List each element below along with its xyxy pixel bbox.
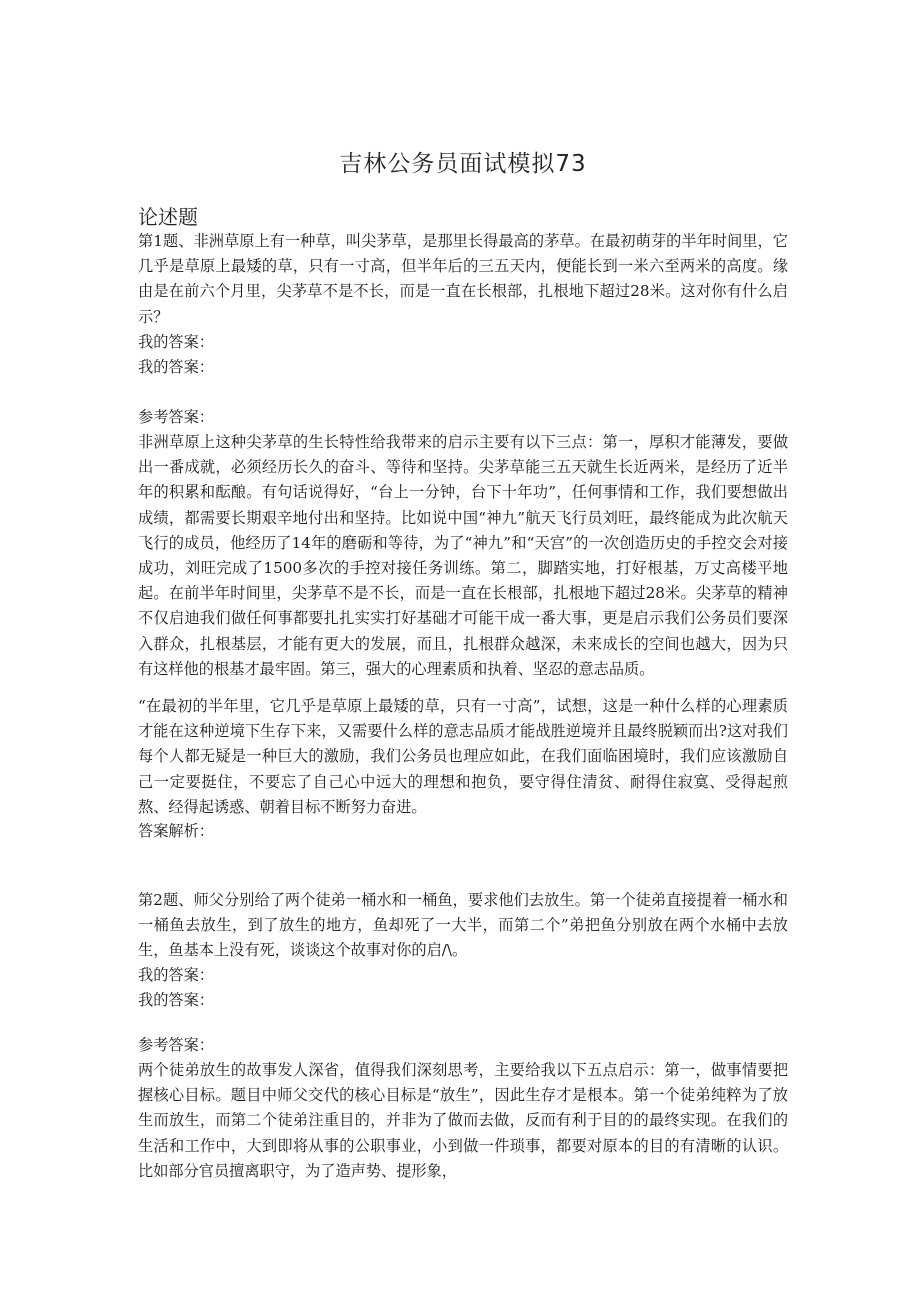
section-heading: 论述题 bbox=[138, 205, 198, 229]
answer-analysis-label: 答案解析： bbox=[138, 822, 214, 840]
question-1-text: 第1题、非洲草原上有一种草，叫尖茅草，是那里长得最高的茅草。在最初萌芽的半年时间里，它几乎是草原上最矮的草，只有一寸高，但半年后的三五天内，便能长到一米六至两米的高度。缘由是在前六个月里，尖茅草不是不长，而是一直在长根部，扎根地下超过28米。这对你有什么启示？ bbox=[138, 232, 788, 326]
document-title: 吉林公务员面试模拟73 bbox=[339, 151, 587, 177]
my-answer-label: 我的答案： bbox=[138, 333, 214, 351]
question-2-text: 第2题、师父分别给了两个徒弟一桶水和一桶鱼，要求他们去放生。第一个徒弟直接提着一桶水和一桶鱼去放生，到了放生的地方，鱼却死了一大半，而第二个”弟把鱼分别放在两个水桶中去放生，鱼基本上没有死，谈谈这个故事对你的启/\。 bbox=[138, 891, 788, 960]
reference-answer-text: 两个徒弟放生的故事发人深省，值得我们深刻思考，主要给我以下五点启示：第一，做事情要把握核心目标。题目中师父交代的核心目标是“放生”，因此生存才是根本。第一个徒弟纯粹为了放生而放生，而第二个徒弟注重目的，并非为了做而去做，反而有利于目的的最终实现。在我们的生活和工作中，大到即将从事的公职事业，小到做一件琐事，都要对原本的目的有清晰的认识。比如部分官员擅离职守，为了造声势、提形象， bbox=[138, 1061, 788, 1180]
my-answer-label: 我的答案： bbox=[138, 991, 214, 1009]
my-answer-label: 我的答案： bbox=[138, 966, 214, 984]
reference-answer-label: 参考答案： bbox=[138, 408, 214, 426]
reference-answer-text: 非洲草原上这种尖茅草的生长特性给我带来的启示主要有以下三点：第一，厚积才能薄发，要做出一番成就，必须经历长久的奋斗、等待和坚持。尖茅草能三五天就生长近两米，是经历了近半年的积累和酝酿。有句话说得好，“台上一分钟，台下十年功”，任何事情和工作，我们要想做出成绩，都需要长期艰辛地付出和坚持。比如说中国“神九”航天飞行员刘旺，最终能成为此次航天飞行的成员，他经历了14年的磨砺和等待，为了“神九”和“天宫”的一次创造历史的手控交会对接成功，刘旺完成了1500多次的手控对接任务训练。第二，脚踏实地，打好根基，万丈高楼平地起。在前半年时间里，尖茅草不是不长，而是一直在长根部，扎根地下超过28米。尖茅草的精神不仅启迪我们做任何事都要扎扎实实打好基础才可能干成一番大事，更是启示我们公务员们要深入群众，扎根基层，才能有更大的发展，而且，扎根群众越深，未来成长的空间也越大，因为只有这样他的根基才最牢固。第三，强大的心理素质和执着、坚忍的意志品质。 bbox=[138, 433, 788, 678]
reference-answer-text: “在最初的半年里，它几乎是草原上最矮的草，只有一寸高”，试想，这是一种什么样的心理素质才能在这种逆境下生存下来，又需要什么样的意志品质才能战胜逆境并且最终脱颖而出?这对我们每个人都无疑是一种巨大的激励，我们公务员也理应如此，在我们面临困境时，我们应该激励自己一定要挺住，不要忘了自己心中远大的理想和抱负，要守得住清贫、耐得住寂寞、受得起煎熬、经得起诱惑、朝着目标不断努力奋进。 bbox=[138, 697, 788, 816]
my-answer-label: 我的答案： bbox=[138, 358, 214, 376]
reference-answer-label: 参考答案： bbox=[138, 1036, 214, 1054]
